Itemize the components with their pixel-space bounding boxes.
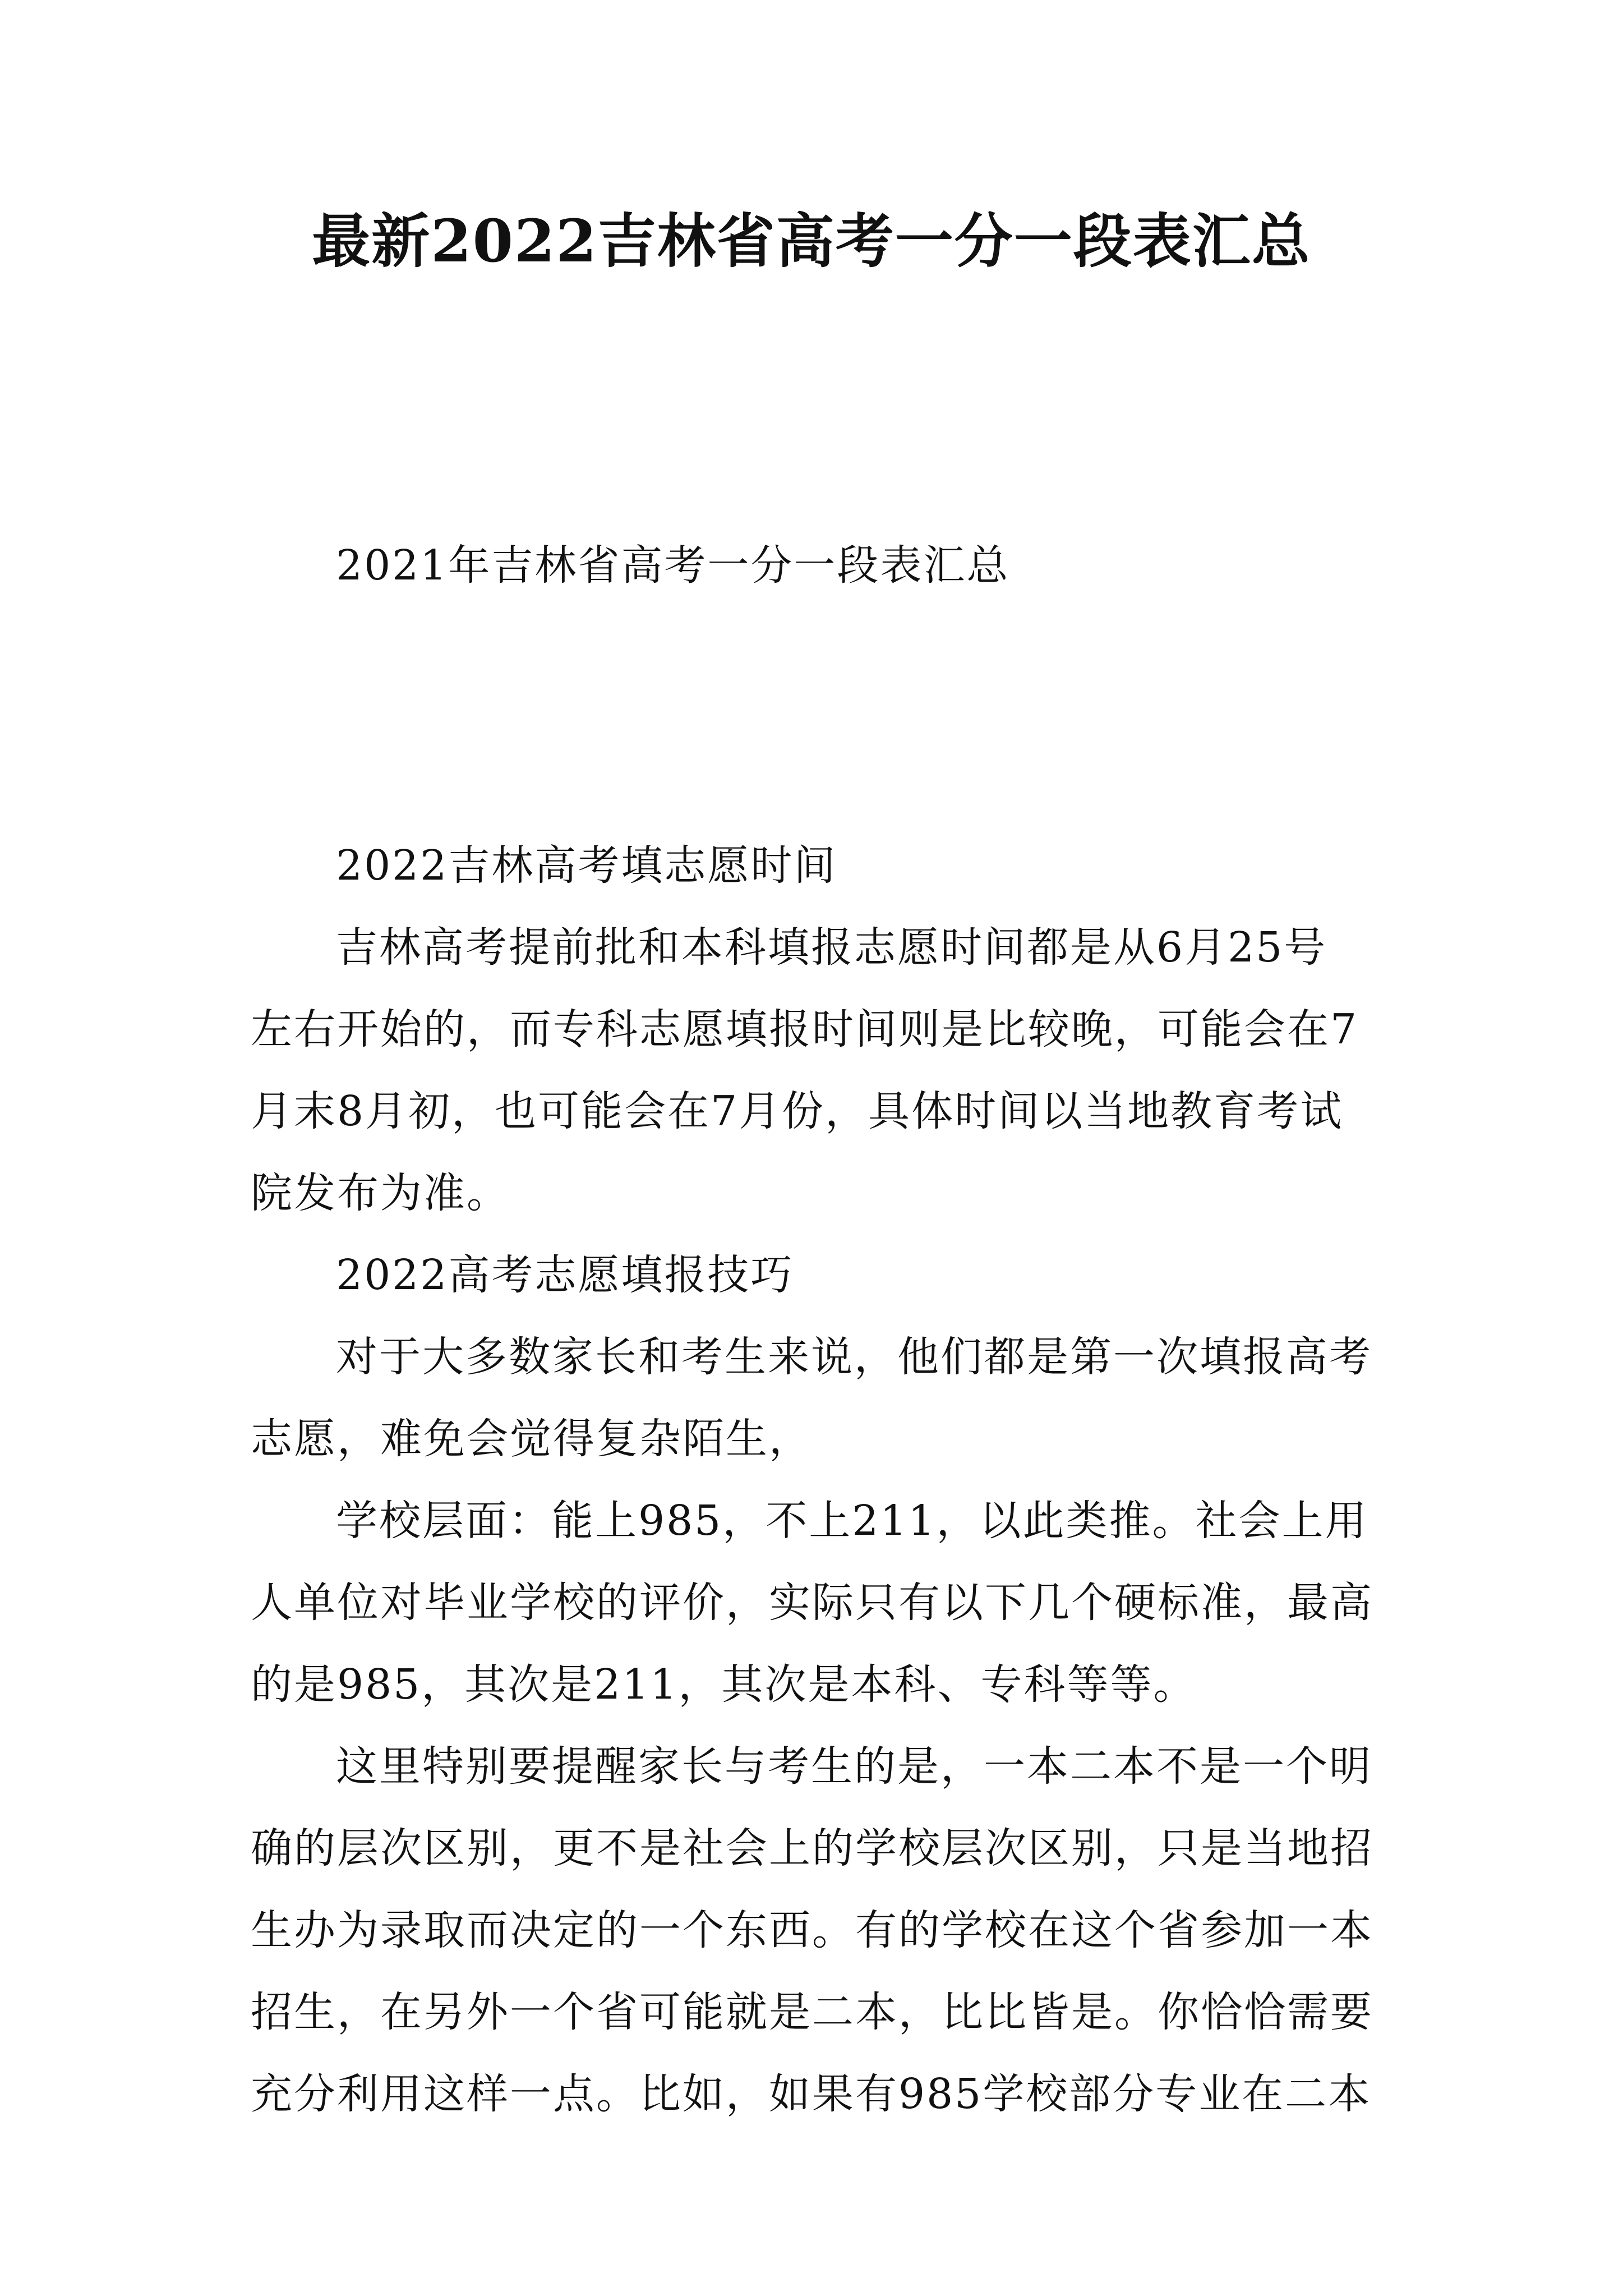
paragraph-line: 确的层次区别，更不是社会上的学校层次区别，只是当地招 [251,1824,1373,1872]
paragraph-line: 招生，在另外一个省可能就是二本，比比皆是。你恰恰需要 [251,1988,1373,2036]
paragraph-batch-note [251,1726,1382,2135]
paragraph-line: 的是985，其次是211，其次是本科、专科等等。 [251,1660,1197,1709]
section-heading-tips [251,1234,1382,1316]
section-heading-text: 2022吉林高考填志愿时间 [336,841,837,890]
paragraph-line: 月末8月初，也可能会在7月份，具体时间以当地教育考试 [251,1087,1344,1135]
paragraph-tips-intro [251,1316,1382,1480]
paragraph-line: 生办为录取而决定的一个东西。有的学校在这个省参加一本 [251,1906,1373,1954]
paragraph-school-level [251,1480,1382,1726]
paragraph-line: 院发布为准。 [251,1169,510,1217]
paragraph-line: 充分利用这样一点。比如，如果有985学校部分专业在二本 [251,2070,1372,2118]
paragraph-line: 学校层面：能上985，不上211，以此类推。社会上用 [336,1497,1368,1545]
document-title: 最新2022吉林省高考一分一段表汇总 [312,206,1311,275]
paragraph-line: 吉林高考提前批和本科填报志愿时间都是从6月25号 [336,923,1327,972]
section-heading-apply-time [251,825,1382,907]
paragraph-line: 对于大多数家长和考生来说，他们都是第一次填报高考 [336,1333,1372,1381]
paragraph-apply-time [251,907,1382,1234]
section-heading-text: 2022高考志愿填报技巧 [336,1251,794,1299]
subtitle-text: 2021年吉林省高考一分一段表汇总 [336,541,1010,590]
paragraph-line: 左右开始的，而专科志愿填报时间则是比较晚，可能会在7 [251,1005,1359,1053]
paragraph-line: 志愿，难免会觉得复杂陌生， [251,1415,812,1463]
paragraph-line: 人单位对毕业学校的评价，实际只有以下几个硬标准，最高 [251,1579,1373,1627]
subtitle-paragraph [251,524,1382,606]
paragraph-line: 这里特别要提醒家长与考生的是，一本二本不是一个明 [336,1742,1372,1791]
